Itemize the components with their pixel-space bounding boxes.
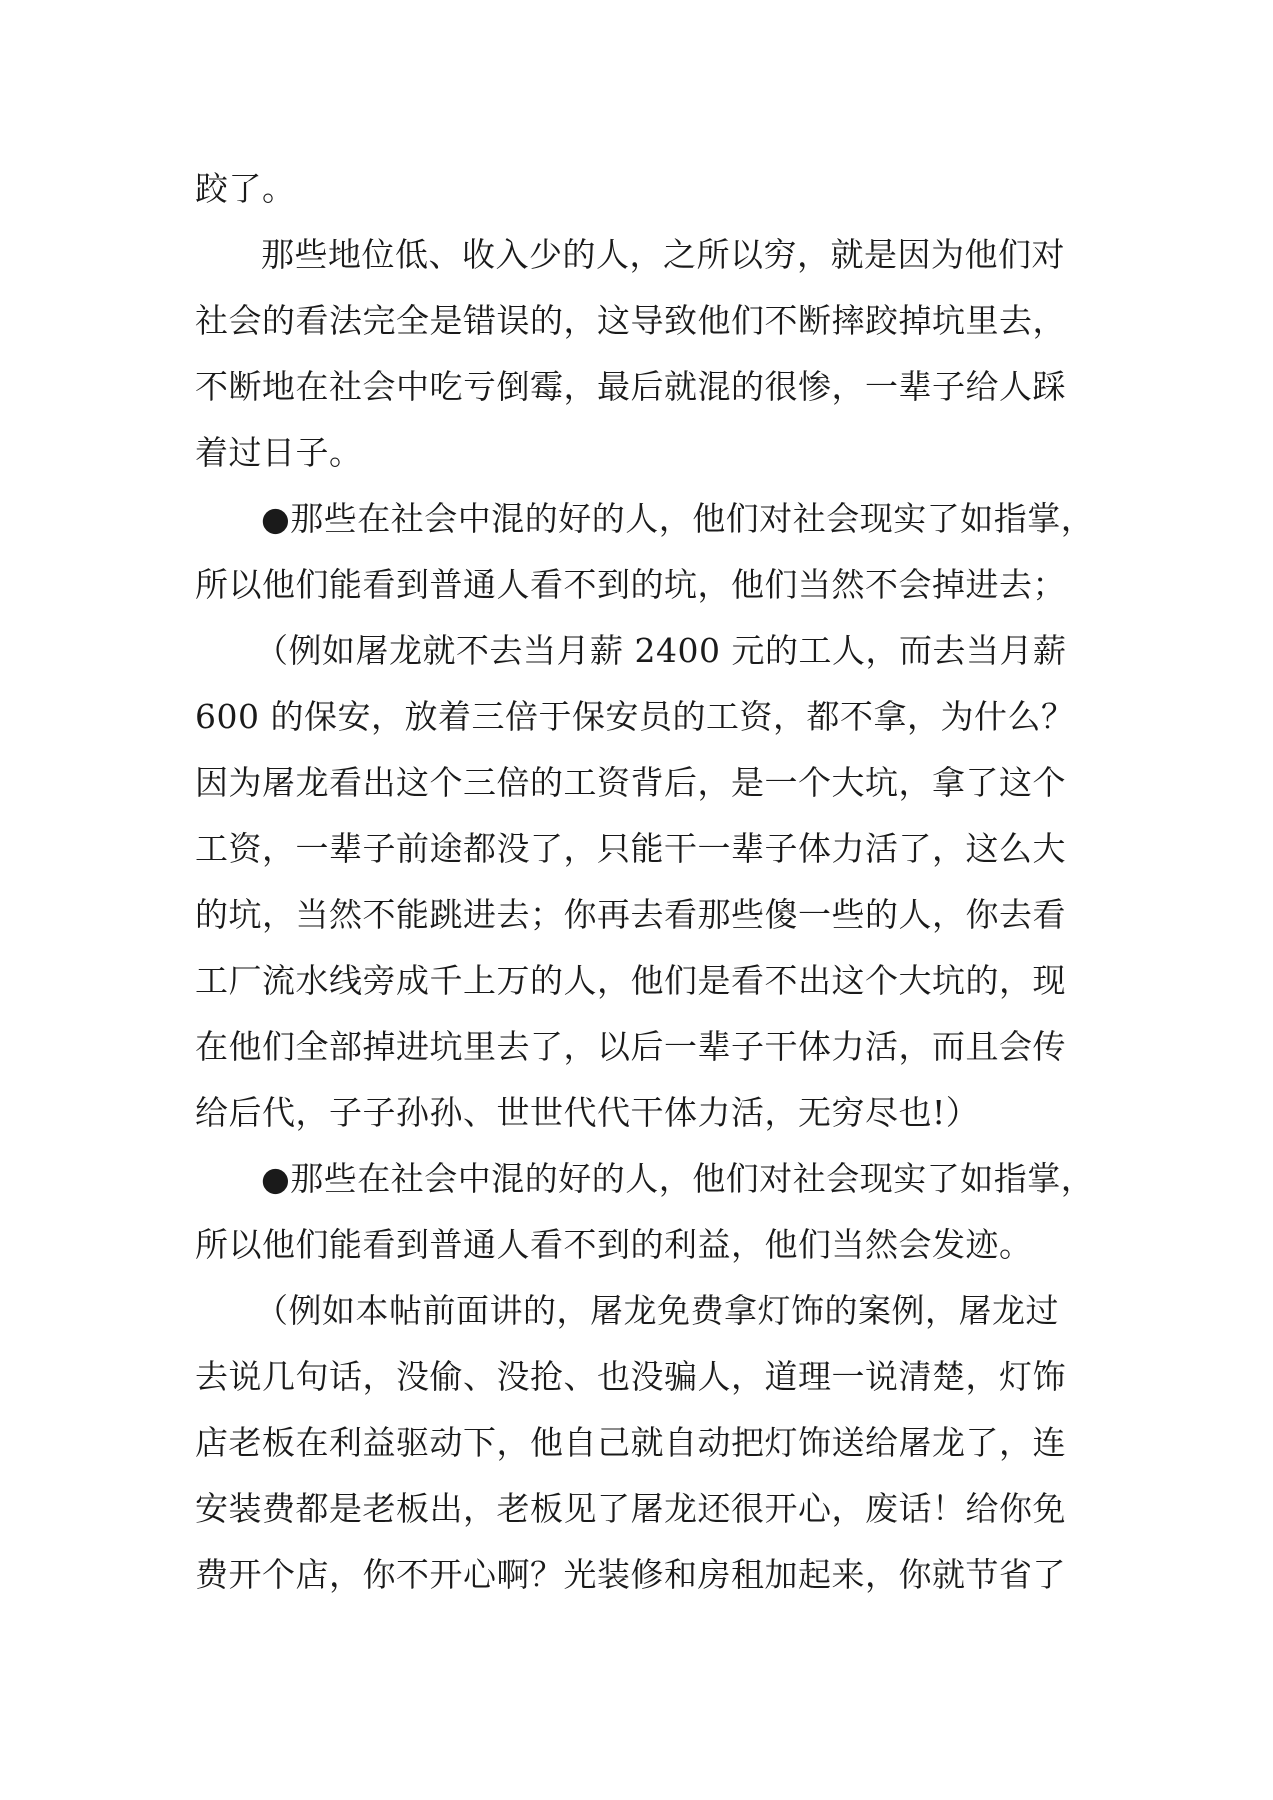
text-line: 600 的保安，放着三倍于保安员的工资，都不拿，为什么？ <box>195 697 1075 736</box>
text-line: 社会的看法完全是错误的，这导致他们不断摔跤掉坑里去， <box>195 301 1066 340</box>
text-line: 着过日子。 <box>195 433 363 472</box>
text-line: 去说几句话，没偷、没抢、也没骗人，道理一说清楚，灯饰 <box>195 1357 1066 1396</box>
text-line: 工厂流水线旁成千上万的人，他们是看不出这个大坑的，现 <box>195 961 1066 1000</box>
bullet-paragraph-line: ●那些在社会中混的好的人，他们对社会现实了如指掌， <box>261 499 1095 538</box>
text-line: 的坑，当然不能跳进去；你再去看那些傻一些的人，你去看 <box>195 895 1066 934</box>
text-line: 不断地在社会中吃亏倒霉，最后就混的很惨，一辈子给人踩 <box>195 367 1066 406</box>
bullet-paragraph-line: ●那些在社会中混的好的人，他们对社会现实了如指掌， <box>261 1159 1095 1198</box>
text-line: 给后代，子子孙孙、世世代代干体力活，无穷尽也!） <box>195 1093 980 1132</box>
text-line: 安装费都是老板出，老板见了屠龙还很开心，废话！给你免 <box>195 1489 1066 1528</box>
text-line: 工资，一辈子前途都没了，只能干一辈子体力活了，这么大 <box>195 829 1066 868</box>
example-paragraph-line: （例如本帖前面讲的，屠龙免费拿灯饰的案例，屠龙过 <box>255 1291 1059 1330</box>
text-line: 跤了。 <box>195 169 296 208</box>
text-line: 店老板在利益驱动下，他自己就自动把灯饰送给屠龙了，连 <box>195 1423 1066 1462</box>
text-line: 所以他们能看到普通人看不到的坑，他们当然不会掉进去； <box>195 565 1066 604</box>
text-line: 在他们全部掉进坑里去了，以后一辈子干体力活，而且会传 <box>195 1027 1066 1066</box>
example-paragraph-line: （例如屠龙就不去当月薪 2400 元的工人，而去当月薪 <box>255 631 1067 670</box>
text-line: 费开个店，你不开心啊？光装修和房租加起来，你就节省了 <box>195 1555 1066 1594</box>
text-line: 所以他们能看到普通人看不到的利益，他们当然会发迹。 <box>195 1225 1033 1264</box>
body-text <box>195 156 1095 1608</box>
text-line: 因为屠龙看出这个三倍的工资背后，是一个大坑，拿了这个 <box>195 763 1066 802</box>
paragraph-start-line: 那些地位低、收入少的人，之所以穷，就是因为他们对 <box>261 235 1065 274</box>
